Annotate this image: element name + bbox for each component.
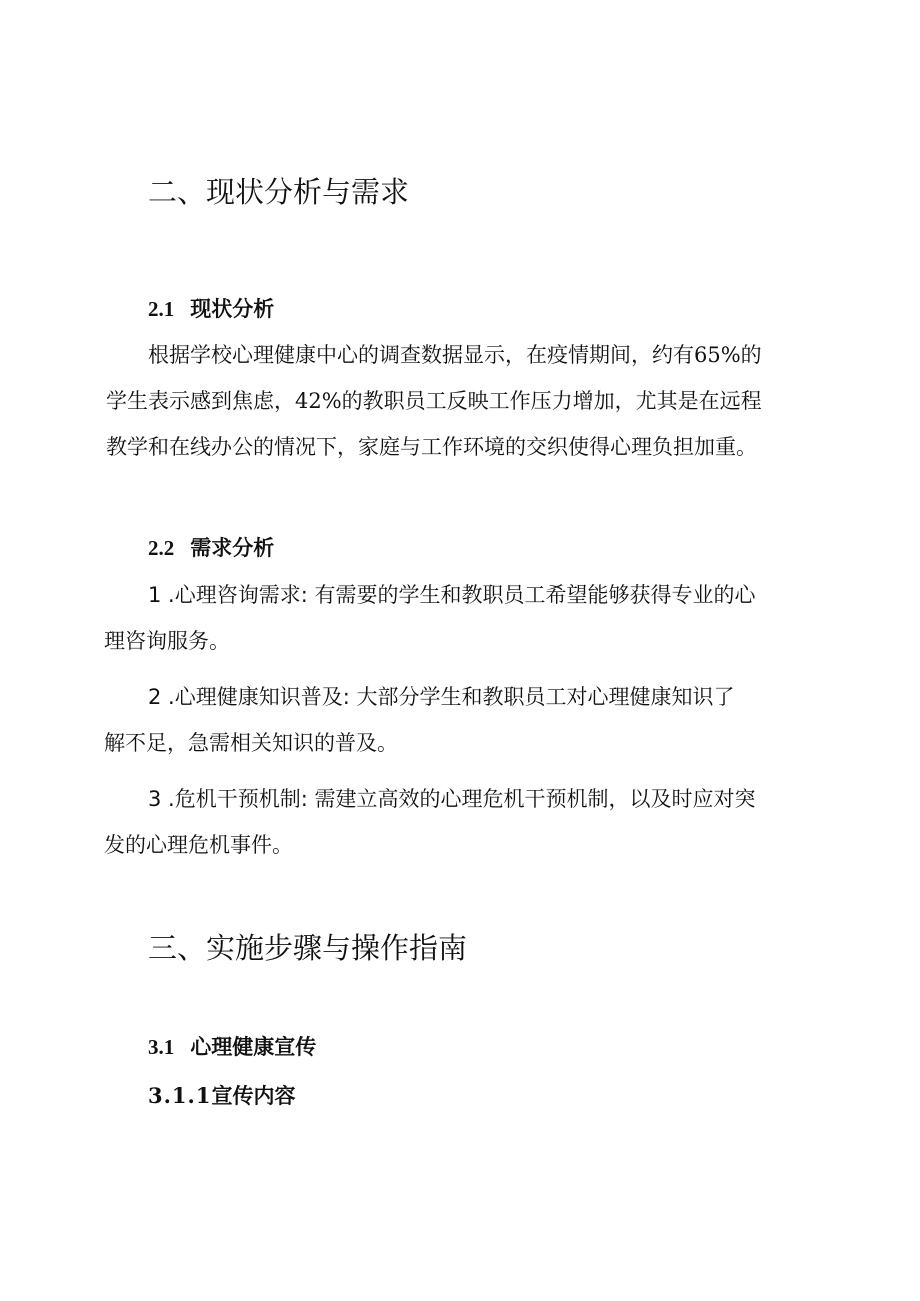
list-item: [104, 776, 813, 868]
list-item-lead: 2 .心理健康知识普及:: [148, 685, 350, 709]
list-item: [104, 674, 813, 766]
subsection-2-1-heading: [148, 293, 274, 323]
list-item-lead: 1 .心理咨询需求:: [148, 583, 308, 607]
paragraph-line: 根据学校心理健康中心的调查数据显示，在疫情期间，约有65%的: [148, 343, 762, 367]
list-item-text: 有需要的学生和教职员工希望能够获得专业的心: [307, 583, 756, 607]
list-item-text: 大部分学生和教职员工对心理健康知识了: [349, 685, 735, 709]
paragraph-line: 学生表示感到焦虑，42%的教职员工反映工作压力增加，尤其是在远程: [106, 389, 762, 413]
subsection-2-2-heading: [148, 532, 274, 562]
subsection-number: 2.2: [148, 536, 175, 560]
list-item-text: 需建立高效的心理危机干预机制，以及时应对突: [307, 787, 756, 811]
subsection-title: 心理健康宣传: [190, 1035, 317, 1059]
paragraph-line: 教学和在线办公的情况下，家庭与工作环境的交织使得心理负担加重。: [106, 435, 757, 459]
subsection-title: 宣传内容: [211, 1084, 296, 1108]
list-item-continuation: 解不足，急需相关知识的普及。: [104, 731, 398, 755]
subsection-number: 3.1: [148, 1035, 175, 1059]
subsection-number: 3.1.1: [148, 1083, 212, 1108]
needs-list: [104, 572, 813, 868]
subsection-title: 需求分析: [190, 536, 275, 560]
list-item-continuation: 理咨询服务。: [104, 629, 230, 653]
status-analysis-paragraph: [106, 332, 813, 470]
subsection-3-1-1-heading: [148, 1080, 295, 1110]
section-2-heading: 二、现状分析与需求: [148, 175, 410, 209]
list-item: [104, 572, 813, 664]
list-item-lead: 3 .危机干预机制:: [148, 787, 308, 811]
list-item-continuation: 发的心理危机事件。: [104, 833, 293, 857]
subsection-title: 现状分析: [190, 297, 275, 321]
subsection-number: 2.1: [148, 297, 175, 321]
subsection-3-1-heading: [148, 1031, 316, 1061]
section-3-heading: 三、实施步骤与操作指南: [148, 931, 468, 965]
